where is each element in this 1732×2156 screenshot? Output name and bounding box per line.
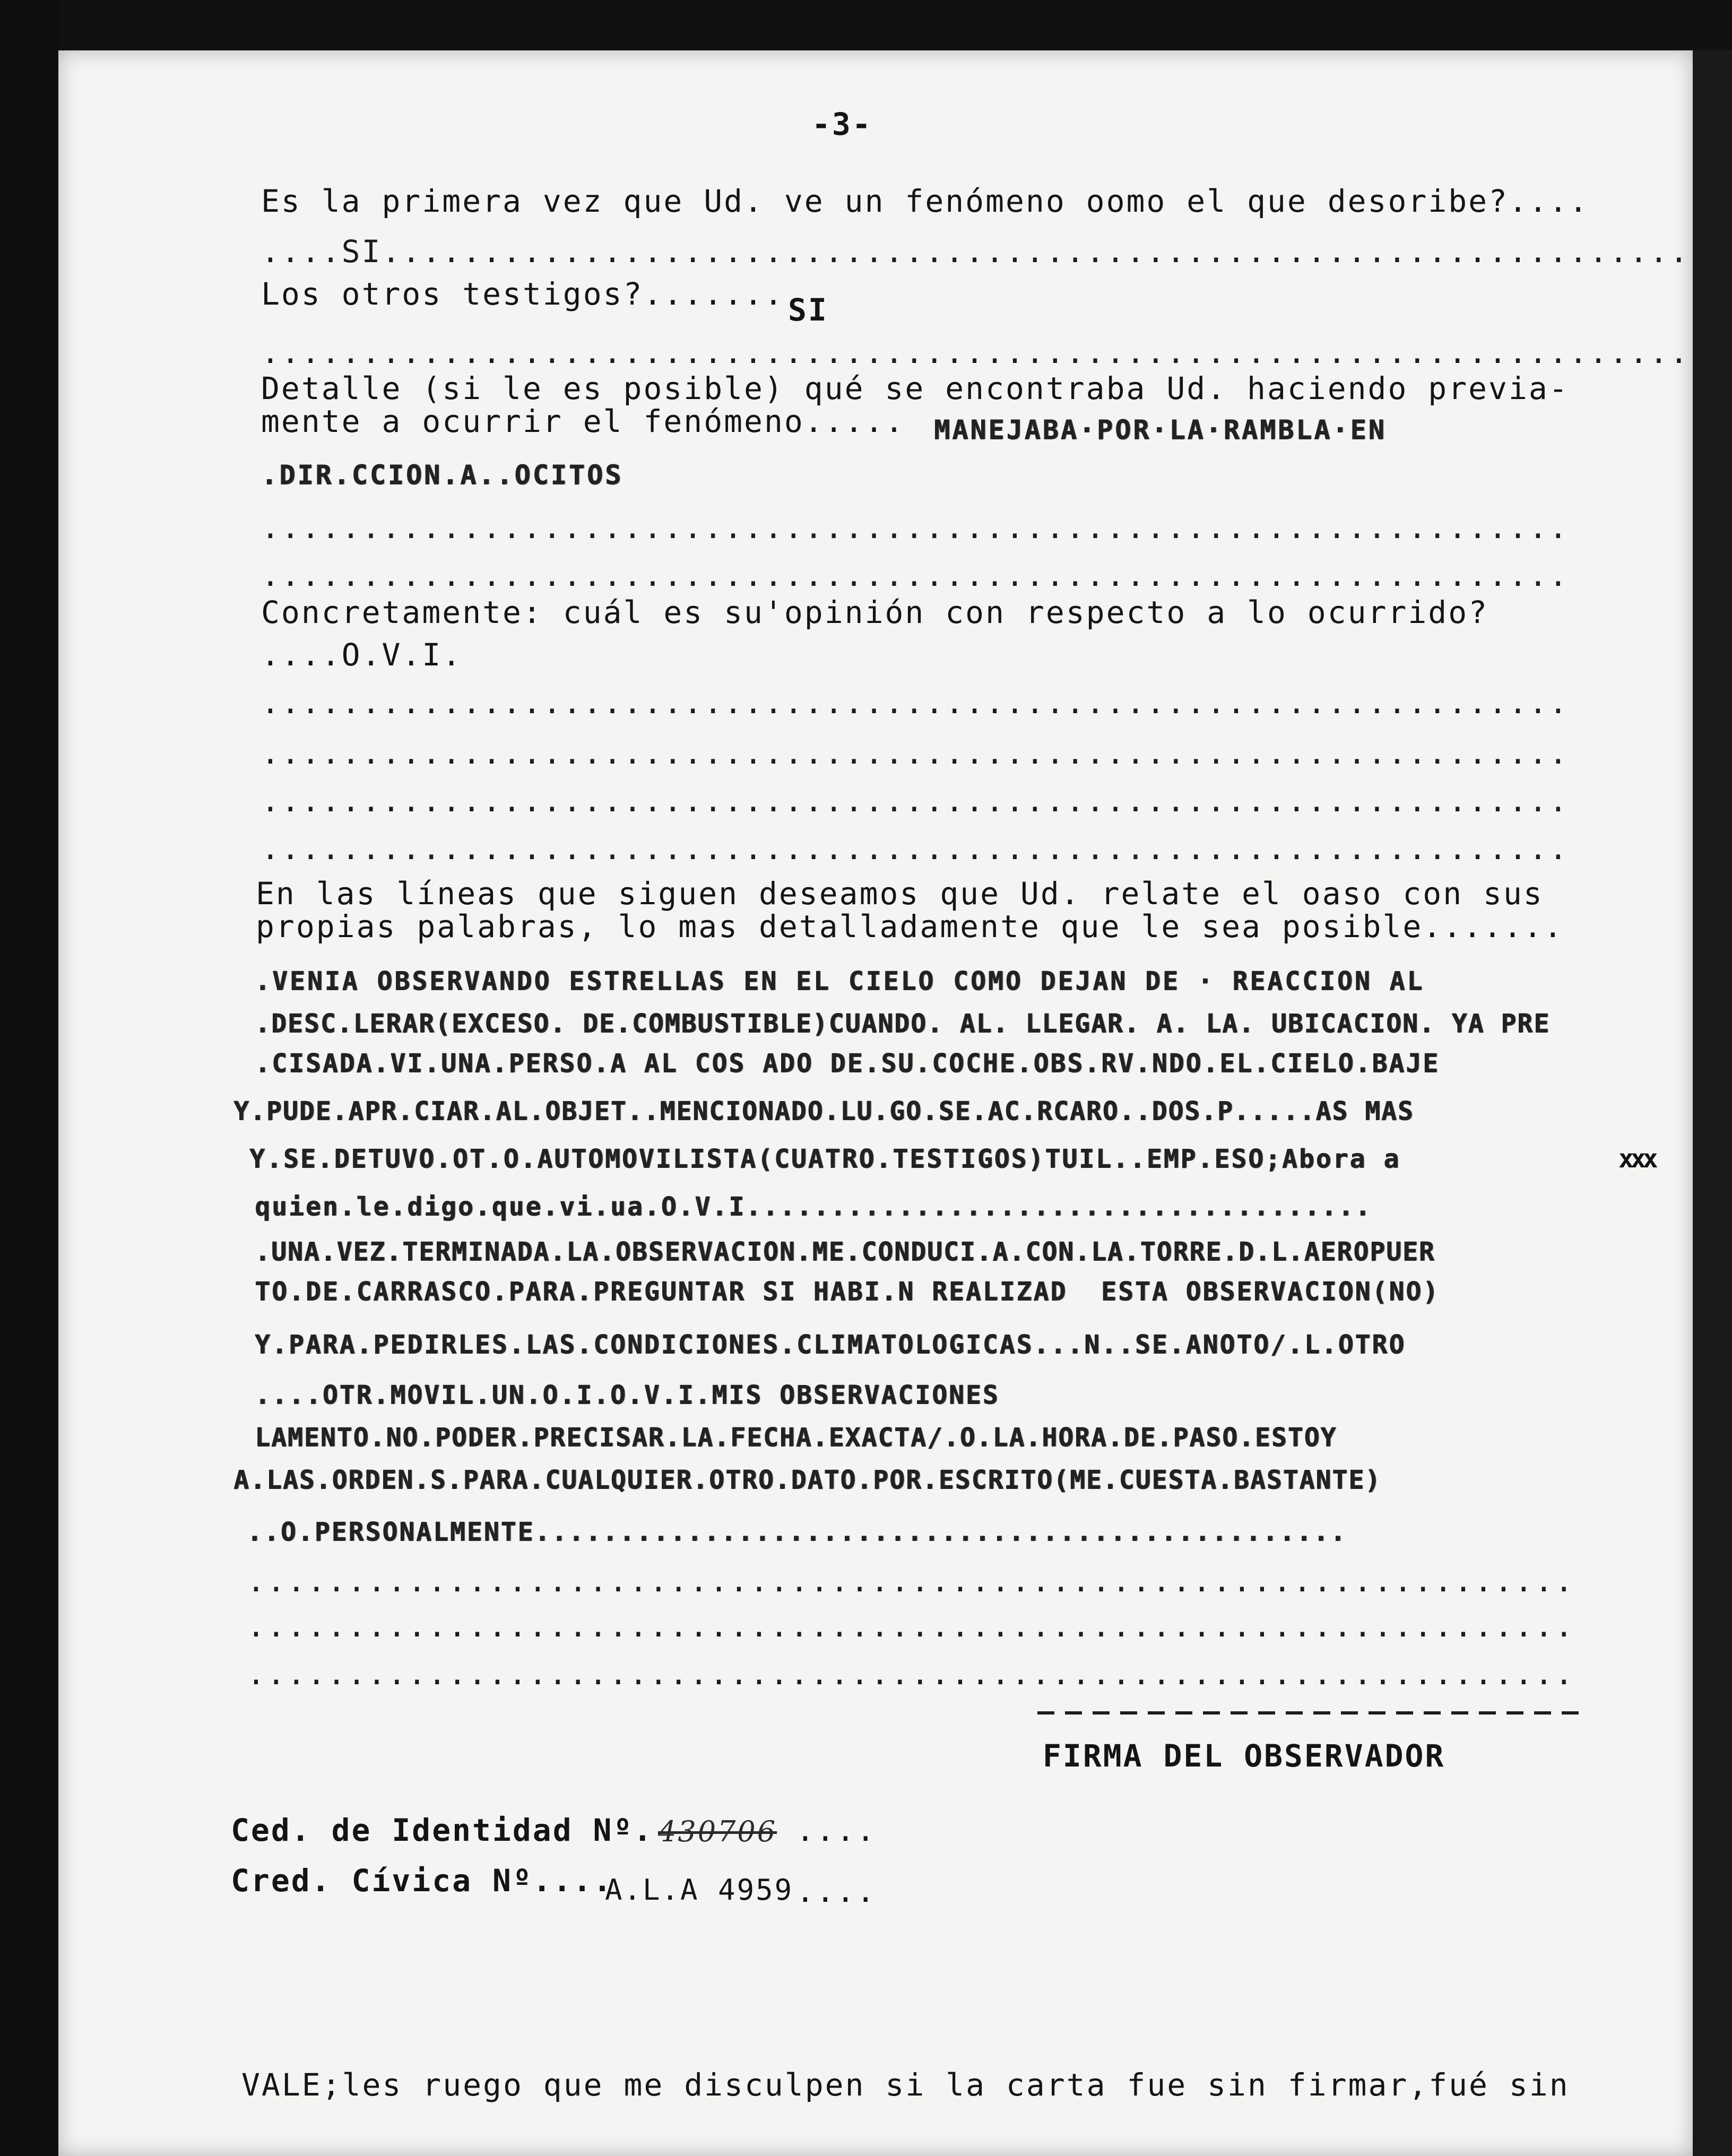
dotted-line: ................................................................. xyxy=(261,685,1569,721)
credencial-dots: .... xyxy=(796,1873,877,1909)
dotted-line: ......................................................................... xyxy=(261,334,1730,370)
answer-opinion: ....O.V.I. xyxy=(261,637,463,673)
cedula-value: 430706 xyxy=(658,1815,777,1848)
question-narrative-line2: propias palabras, lo mas detalladamente que le sea posible....... xyxy=(256,908,1564,945)
narrative-line: ....OTR.MOVIL.UN.O.I.O.V.I.MIS OBSERVACIONES xyxy=(255,1380,1000,1410)
narrative-line: .UNA.VEZ.TERMINADA.LA.OBSERVACION.ME.CONDUCI.A.CON.LA.TORRE.D.L.AEROPUER xyxy=(255,1237,1435,1267)
question-activity-line2: mente a ocurrir el fenómeno..... xyxy=(261,403,905,439)
signature-label: FIRMA DEL OBSERVADOR xyxy=(1043,1738,1445,1774)
answer-first-time: ....SI................................................................. xyxy=(261,233,1690,270)
question-other-witnesses: Los otros testigos?....... xyxy=(261,276,784,312)
answer-other-witnesses: SI xyxy=(788,292,828,328)
scan-border-left xyxy=(0,0,58,2156)
dotted-line: .................................................................. xyxy=(247,1608,1575,1644)
dotted-line: ................................................................. xyxy=(261,783,1569,819)
dotted-line: .................................................................. xyxy=(247,1656,1575,1692)
dotted-line: ................................................................. xyxy=(261,509,1569,546)
scan-border-top xyxy=(0,0,1732,50)
narrative-line: .VENIA OBSERVANDO ESTRELLAS EN EL CIELO COMO DEJAN DE · REACCION AL xyxy=(255,966,1425,996)
narrative-line: A.LAS.ORDEN.S.PARA.CUALQUIER.OTRO.DATO.POR.ESCRITO(ME.CUESTA.BASTANTE) xyxy=(233,1465,1381,1495)
narrative-line: LAMENTO.NO.PODER.PRECISAR.LA.FECHA.EXACTA/.O.LA.HORA.DE.PASO.ESTOY xyxy=(255,1423,1337,1452)
narrative-line: TO.DE.CARRASCO.PARA.PREGUNTAR SI HABI.N REALIZAD ESTA OBSERVACION(NO) xyxy=(255,1277,1440,1306)
answer-activity-line1: MANEJABA·POR·LA·RAMBLA·EN xyxy=(934,414,1387,445)
signature-line xyxy=(1037,1711,1584,1715)
dotted-line: ................................................................. xyxy=(261,735,1569,771)
question-activity-line1: Detalle (si le es posible) qué se encontraba Ud. haciendo previa- xyxy=(261,370,1569,406)
typewritten-page xyxy=(58,50,1730,2156)
typed-overstrike: xxx xyxy=(1618,1144,1655,1174)
dotted-line: .................................................................. xyxy=(247,1563,1575,1599)
question-narrative-line1: En las líneas que siguen deseamos que Ud. relate el oaso con sus xyxy=(256,876,1544,912)
credencial-label: Cred. Cívica Nº.... xyxy=(231,1863,613,1899)
narrative-line: .CISADA.VI.UNA.PERSO.A AL COS ADO DE.SU.COCHE.OBS.RV.NDO.EL.CIELO.BAJE xyxy=(255,1049,1440,1078)
dotted-line: ................................................................. xyxy=(261,557,1569,593)
question-opinion: Concretamente: cuál es su'opinión con respecto a lo ocurrido? xyxy=(261,594,1489,630)
narrative-line: Y.PARA.PEDIRLES.LAS.CONDICIONES.CLIMATOLOGICAS...N..SE.ANOTO/.L.OTRO xyxy=(255,1330,1406,1360)
credencial-value: A.L.A 4959 xyxy=(605,1873,794,1907)
question-first-time: Es la primera vez que Ud. ve un fenómeno oomo el que desoribe?.... xyxy=(261,183,1589,219)
page-number: -3- xyxy=(812,106,872,142)
dotted-line: ................................................................. xyxy=(261,830,1569,867)
narrative-line: Y.PUDE.APR.CIAR.AL.OBJET..MENCIONADO.LU.GO.SE.AC.RCARO..DOS.P.....AS MAS xyxy=(233,1096,1414,1126)
postscript: VALE;les ruego que me disculpen si la carta fue sin firmar,fué sin xyxy=(241,2067,1570,2103)
cedula-dots: .... xyxy=(796,1812,877,1848)
narrative-line: ..O.PERSONALMENTE................................................ xyxy=(247,1517,1347,1547)
narrative-line: .DESC.LERAR(EXCESO. DE.COMBUSTIBLE)CUANDO. AL. LLEGAR. A. LA. UBICACION. YA PRE xyxy=(255,1009,1550,1038)
narrative-line: Y.SE.DETUVO.OT.O.AUTOMOVILISTA(CUATRO.TESTIGOS)TUIL..EMP.ESO;Abora a xyxy=(249,1144,1401,1174)
answer-activity-line2: .DIR.CCION.A..OCITOS xyxy=(261,460,623,490)
narrative-line: quien.le.digo.que.vi.ua.O.V.I..................................... xyxy=(255,1192,1372,1222)
cedula-label: Ced. de Identidad Nº. xyxy=(231,1812,654,1848)
